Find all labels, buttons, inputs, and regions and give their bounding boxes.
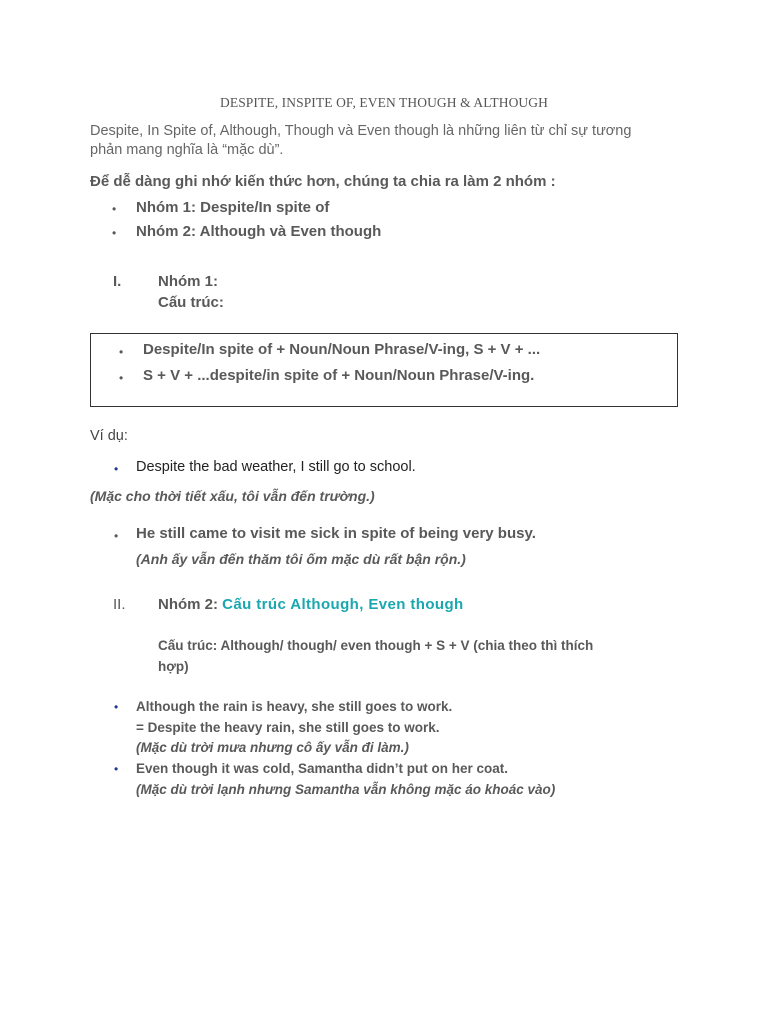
bullet-icon: • — [119, 371, 124, 385]
section-2-structure-line-2: hợp) — [158, 658, 189, 674]
section-2-heading-prefix: Nhóm 2: — [158, 596, 223, 613]
section-2-example-1 — [136, 697, 452, 759]
bullet-icon: • — [114, 462, 119, 476]
intro-line-1: Despite, In Spite of, Although, Though và Even though là những liên từ chỉ sự tương — [90, 123, 632, 139]
section-2-structure-line-1: Cấu trúc: Although/ though/ even though + S + V (chia theo thì thích — [158, 638, 594, 653]
intro-line-2: phản mang nghĩa là “mặc dù”. — [90, 142, 284, 158]
section-2-heading — [158, 596, 464, 613]
example-2-translation: (Anh ấy vẫn đến thăm tôi ốm mặc dù rất bận rộn.) — [136, 551, 466, 567]
example-1-translation: (Mặc cho thời tiết xấu, tôi vẫn đến trường.) — [90, 488, 375, 504]
section-2-structure — [158, 636, 698, 677]
example-label: Ví dụ: — [90, 428, 128, 444]
intro-paragraph — [90, 122, 690, 160]
section-1-numeral: I. — [113, 273, 122, 290]
bullet-icon: • — [114, 762, 119, 776]
section-2-heading-colored: Cấu trúc Although, Even though — [222, 596, 464, 613]
example-2: He still came to visit me sick in spite of being very busy. — [136, 525, 536, 542]
section-1-structure-label: Cấu trúc: — [158, 294, 224, 311]
section-2-numeral: II. — [113, 596, 126, 613]
group-list-item-2: Nhóm 2: Although và Even though — [136, 223, 382, 240]
document-title: DESPITE, INSPITE OF, EVEN THOUGH & ALTHOUGH — [220, 95, 548, 110]
bullet-icon: • — [112, 202, 117, 216]
section-2-example-1-translation: (Mặc dù trời mưa nhưng cô ấy vẫn đi làm.) — [136, 740, 409, 755]
structure-item-1: Despite/In spite of + Noun/Noun Phrase/V-ing, S + V + ... — [143, 341, 541, 358]
section-2-example-2-line-1: Even though it was cold, Samantha didn’t put on her coat. — [136, 761, 509, 776]
section-2-example-2 — [136, 759, 555, 800]
bullet-icon: • — [119, 345, 124, 359]
section-2-example-1-line-2: = Despite the heavy rain, she still goes to work. — [136, 719, 440, 735]
section-2-example-1-line-1: Although the rain is heavy, she still goes to work. — [136, 699, 453, 714]
group-list-item-1: Nhóm 1: Despite/In spite of — [136, 199, 330, 216]
example-1: Despite the bad weather, I still go to school. — [136, 459, 416, 475]
bullet-icon: • — [112, 226, 117, 240]
section-1-heading: Nhóm 1: — [158, 273, 218, 290]
lead-sentence: Để dễ dàng ghi nhớ kiến thức hơn, chúng ta chia ra làm 2 nhóm : — [90, 173, 556, 190]
section-2-example-2-translation: (Mặc dù trời lạnh nhưng Samantha vẫn không mặc áo khoác vào) — [136, 781, 556, 797]
bullet-icon: • — [114, 700, 119, 714]
bullet-icon: • — [114, 529, 119, 543]
structure-item-2: S + V + ...despite/in spite of + Noun/Noun Phrase/V-ing. — [143, 367, 535, 384]
